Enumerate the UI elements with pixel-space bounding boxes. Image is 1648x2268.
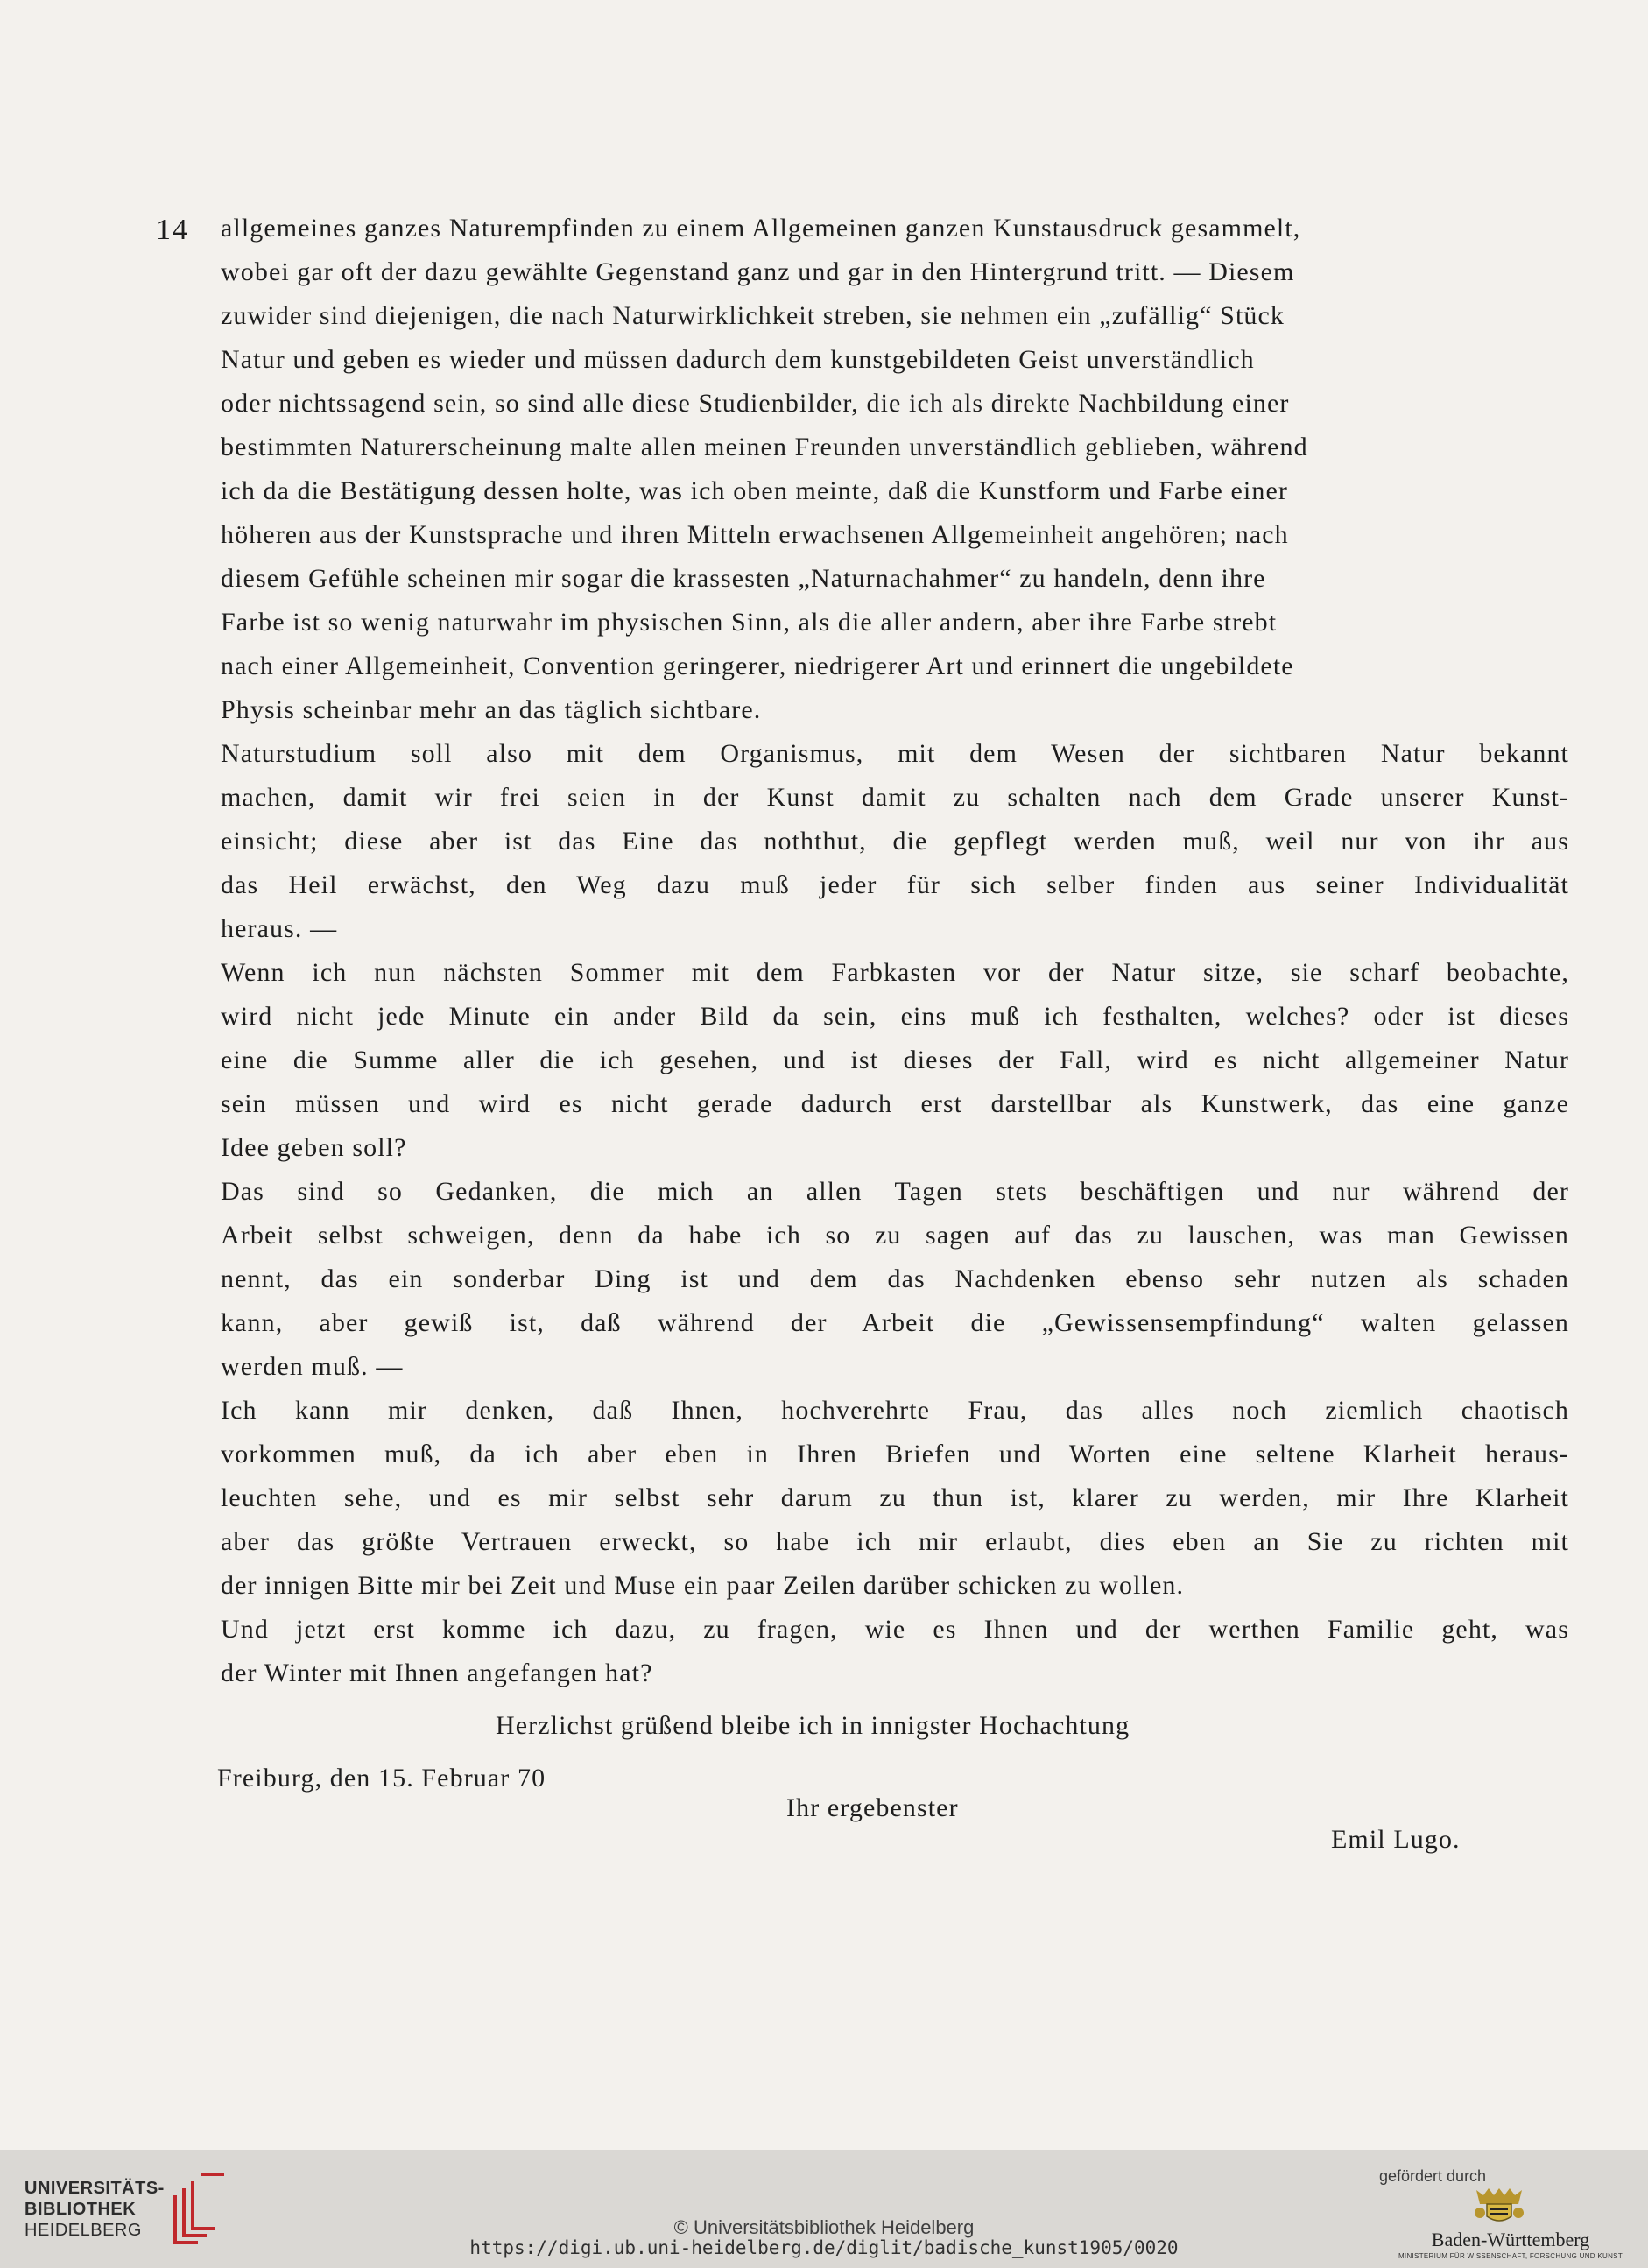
text-line: nach einer Allgemeinheit, Convention geringerer, niedrigerer Art und erinnert die ungebildete — [221, 652, 1294, 680]
paragraph-4-last-line — [221, 1345, 1569, 1389]
text-line: aber das größte Vertrauen erweckt, so habe ich mir erlaubt, dies eben an Sie zu richten mit — [221, 1527, 1569, 1556]
text-line: bestimmten Naturerscheinung malte allen meinen Freunden unverständlich geblieben, während — [221, 433, 1308, 461]
library-name-line-3: HEIDELBERG — [25, 2221, 142, 2240]
paragraph-6-last-line — [221, 1652, 1569, 1695]
text-line: einsicht; diese aber ist das Eine das noththut, die gepflegt werden muß, weil nur von ihr aus — [221, 827, 1569, 856]
text-line: eine die Summe aller die ich gesehen, und ist dieses der Fall, wird es nicht allgemeiner Natur — [221, 1046, 1569, 1074]
text-line: kann, aber gewiß ist, daß während der Arbeit die „Gewissensempfindung“ walten gelassen — [221, 1308, 1569, 1337]
text-line: nennt, das ein sonderbar Ding ist und dem das Nachdenken ebenso sehr nutzen als schaden — [221, 1264, 1569, 1293]
text-line: ich da die Bestätigung dessen holte, was ich oben meinte, daß die Kunstform und Farbe einer — [221, 476, 1288, 505]
closing-valediction: Ihr ergebenster — [786, 1793, 959, 1822]
paragraph-3 — [221, 951, 1569, 1126]
sponsor-label: gefördert durch — [1379, 2167, 1487, 2185]
text-line: Wenn ich nun nächsten Sommer mit dem Farbkasten vor der Natur sitze, sie scharf beobachte, — [221, 958, 1569, 987]
text-line: vorkommen muß, da ich aber eben in Ihren Briefen und Worten eine seltene Klarheit heraus- — [221, 1440, 1569, 1469]
text-line: Natur und geben es wieder und müssen dadurch dem kunstgebildeten Geist unverständlich — [221, 345, 1255, 374]
closing-place-date: Freiburg, den 15. Februar 70 — [217, 1764, 546, 1793]
text-line: Das sind so Gedanken, die mich an allen Tagen stets beschäftigen und nur während der — [221, 1177, 1569, 1206]
text-line: zuwider sind diejenigen, die nach Naturwirklichkeit streben, sie nehmen ein „zufällig“ Stück — [221, 301, 1285, 330]
sponsor-name: Baden-Württemberg — [1431, 2229, 1590, 2250]
permalink-url[interactable]: https://digi.ub.uni-heidelberg.de/diglit/badische_kunst1905/0020 — [469, 2237, 1179, 2258]
text-line: werden muß. — — [221, 1352, 404, 1381]
text-line: der innigen Bitte mir bei Zeit und Muse ein paar Zeilen darüber schicken zu wollen. — [221, 1571, 1185, 1600]
text-line: das Heil erwächst, den Weg dazu muß jeder für sich selber finden aus seiner Individualität — [221, 870, 1569, 899]
text-line: sein müssen und wird es nicht gerade dadurch erst darstellbar als Kunstwerk, das eine ganze — [221, 1089, 1569, 1118]
paragraph-3-last-line — [221, 1126, 1569, 1170]
paragraph-2 — [221, 732, 1569, 907]
text-line: höheren aus der Kunstsprache und ihren Mitteln erwachsenen Allgemeinheit angehören; nach — [221, 520, 1289, 549]
copyright-notice: © Universitätsbibliothek Heidelberg — [673, 2216, 975, 2238]
closing-greeting: Herzlichst grüßend bleibe ich in innigster Hochachtung — [496, 1711, 1130, 1740]
text-line: Idee geben soll? — [221, 1133, 407, 1162]
footer-bar — [0, 2150, 1648, 2268]
paragraph-1 — [221, 207, 1569, 688]
text-line: wird nicht jede Minute ein ander Bild da sein, eins muß ich festhalten, welches? oder ist dieses — [221, 1002, 1569, 1031]
text-line: Und jetzt erst komme ich dazu, zu fragen, wie es Ihnen und der werthen Familie geht, was — [221, 1615, 1569, 1644]
text-line: oder nichtssagend sein, so sind alle diese Studienbilder, die ich als direkte Nachbildung einer — [221, 389, 1290, 418]
paragraph-2-last-line — [221, 907, 1569, 951]
text-line: wobei gar oft der dazu gewählte Gegenstand ganz und gar in den Hintergrund tritt. — Diesem — [221, 257, 1295, 286]
text-line: Naturstudium soll also mit dem Organismus, mit dem Wesen der sichtbaren Natur bekannt — [221, 739, 1569, 768]
paragraph-5-last-line — [221, 1564, 1569, 1608]
sponsor-ministry: MINISTERIUM FÜR WISSENSCHAFT, FORSCHUNG UND KUNST — [1398, 2252, 1623, 2260]
text-line: machen, damit wir frei seien in der Kunst damit zu schalten nach dem Grade unserer Kunst- — [221, 783, 1569, 812]
text-line: heraus. — — [221, 914, 338, 943]
library-name-line-2: BIBLIOTHEK — [25, 2200, 137, 2219]
text-line: Arbeit selbst schweigen, denn da habe ich so zu sagen auf das zu lauschen, was man Gewissen — [221, 1221, 1569, 1250]
text-line: Physis scheinbar mehr an das täglich sichtbare. — [221, 695, 762, 724]
page-number: 14 — [156, 214, 189, 246]
signature: Emil Lugo. — [1331, 1825, 1461, 1854]
text-line: allgemeines ganzes Naturempfinden zu einem Allgemeinen ganzen Kunstausdruck gesammelt, — [221, 214, 1301, 243]
text-line: der Winter mit Ihnen angefangen hat? — [221, 1659, 653, 1687]
baden-wuerttemberg-crest-icon — [1471, 2185, 1527, 2231]
text-line: Ich kann mir denken, daß Ihnen, hochverehrte Frau, das alles noch ziemlich chaotisch — [221, 1396, 1569, 1425]
text-line: leuchten sehe, und es mir selbst sehr darum zu thun ist, klarer zu werden, mir Ihre Klarheit — [221, 1483, 1569, 1512]
paragraph-6 — [221, 1608, 1569, 1652]
text-line: Farbe ist so wenig naturwahr im physischen Sinn, als die aller andern, aber ihre Farbe strebt — [221, 608, 1278, 637]
paragraph-1-last-line — [221, 688, 1569, 732]
paragraph-5 — [221, 1389, 1569, 1564]
library-name-line-1: UNIVERSITÄTS- — [25, 2179, 165, 2198]
text-line: diesem Gefühle scheinen mir sogar die krassesten „Naturnachahmer“ zu handeln, denn ihre — [221, 564, 1266, 593]
paragraph-4 — [221, 1170, 1569, 1345]
